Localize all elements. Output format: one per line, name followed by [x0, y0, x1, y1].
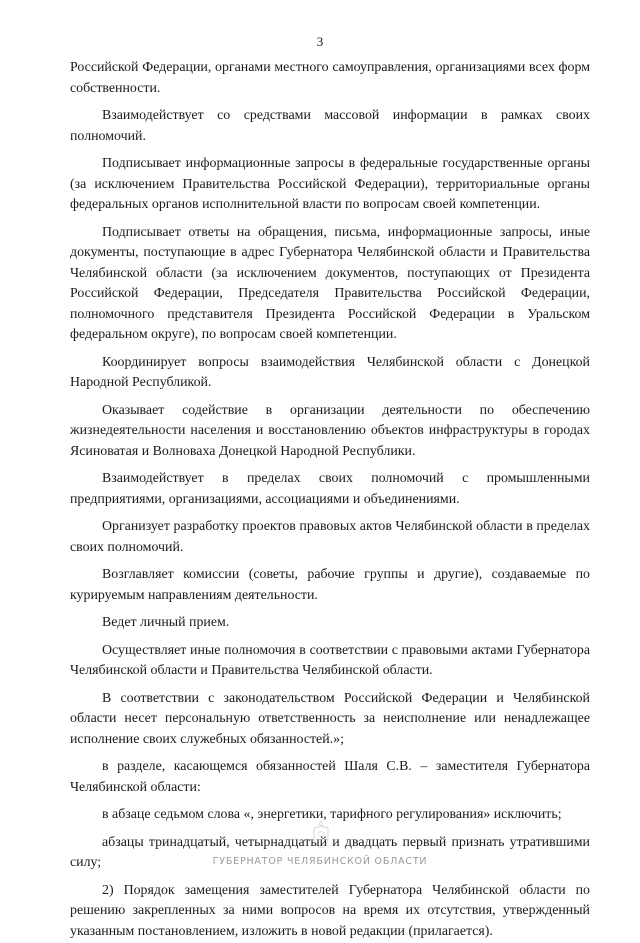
paragraph-1: Российской Федерации, органами местного самоуправления, организациями всех форм собственности.	[70, 60, 590, 96]
paragraph-9: Возглавляет комиссии (советы, рабочие группы и другие), создаваемые по курируемым направлениям деятельности.	[70, 567, 590, 603]
page-footer	[0, 820, 640, 880]
paragraph-13: в разделе, касающемся обязанностей Шаля С.В. – заместителя Губернатора Челябинской области:	[70, 759, 590, 795]
document-body	[70, 58, 590, 943]
paragraph-16: 2) Порядок замещения заместителей Губернатора Челябинской области по решению закрепленных за ними вопросов на время их отсутствия, утвержденный указанным постановлением, изложить в новой редакции (прилагается).	[70, 882, 590, 939]
paragraph-5: Координирует вопросы взаимодействия Челябинской области с Донецкой Народной Республикой.	[70, 354, 590, 390]
paragraph-2: Взаимодействует со средствами массовой информации в рамках своих полномочий.	[70, 108, 590, 144]
paragraph-4: Подписывает ответы на обращения, письма, информационные запросы, иные документы, поступающие в адрес Губернатора Челябинской области и Правительства Челябинской области (за исключением документов, поступающих от Президента Российской Федерации, Председателя Правительства Российской Федерации, полномочного представителя Президента Российской Федерации в Уральском федеральном округе), по вопросам своей компетенции.	[70, 224, 590, 342]
paragraph-8: Организует разработку проектов правовых актов Челябинской области в пределах своих полномочий.	[70, 519, 590, 555]
paragraph-7: Взаимодействует в пределах своих полномочий с промышленными предприятиями, организациями, ассоциациями и объединениями.	[70, 471, 590, 507]
paragraph-14: в абзаце седьмом слова «, энергетики, тарифного регулирования» исключить;	[102, 807, 562, 822]
paragraph-6: Оказывает содействие в организации деятельности по обеспечению жизнедеятельности населения и восстановлению объектов инфраструктуры в городах Ясиноватая и Волноваха Донецкой Народной Республики.	[70, 402, 590, 459]
paragraph-10: Ведет личный прием.	[102, 615, 230, 630]
paragraph-11: Осуществляет иные полномочия в соответствии с правовыми актами Губернатора Челябинской области и Правительства Челябинской области.	[70, 642, 590, 678]
footer-text: ГУБЕРНАТОР ЧЕЛЯБИНСКОЙ ОБЛАСТИ	[212, 856, 428, 867]
paragraph-3: Подписывает информационные запросы в федеральные государственные органы (за исключением Правительства Российской Федерации), территориальные органы федеральных органов исполнительной власти по вопросам своей компетенции.	[70, 156, 590, 212]
coat-of-arms-icon	[310, 820, 332, 850]
paragraph-15: абзацы тринадцатый, четырнадцатый и двадцать первый признать утратившими силу;	[70, 834, 590, 870]
page-number: 3	[316, 34, 324, 49]
paragraph-12: В соответствии с законодательством Российской Федерации и Челябинской области несет персональную ответственность за неисполнение или ненадлежащее исполнение своих служебных обязанностей.»;	[70, 690, 590, 747]
